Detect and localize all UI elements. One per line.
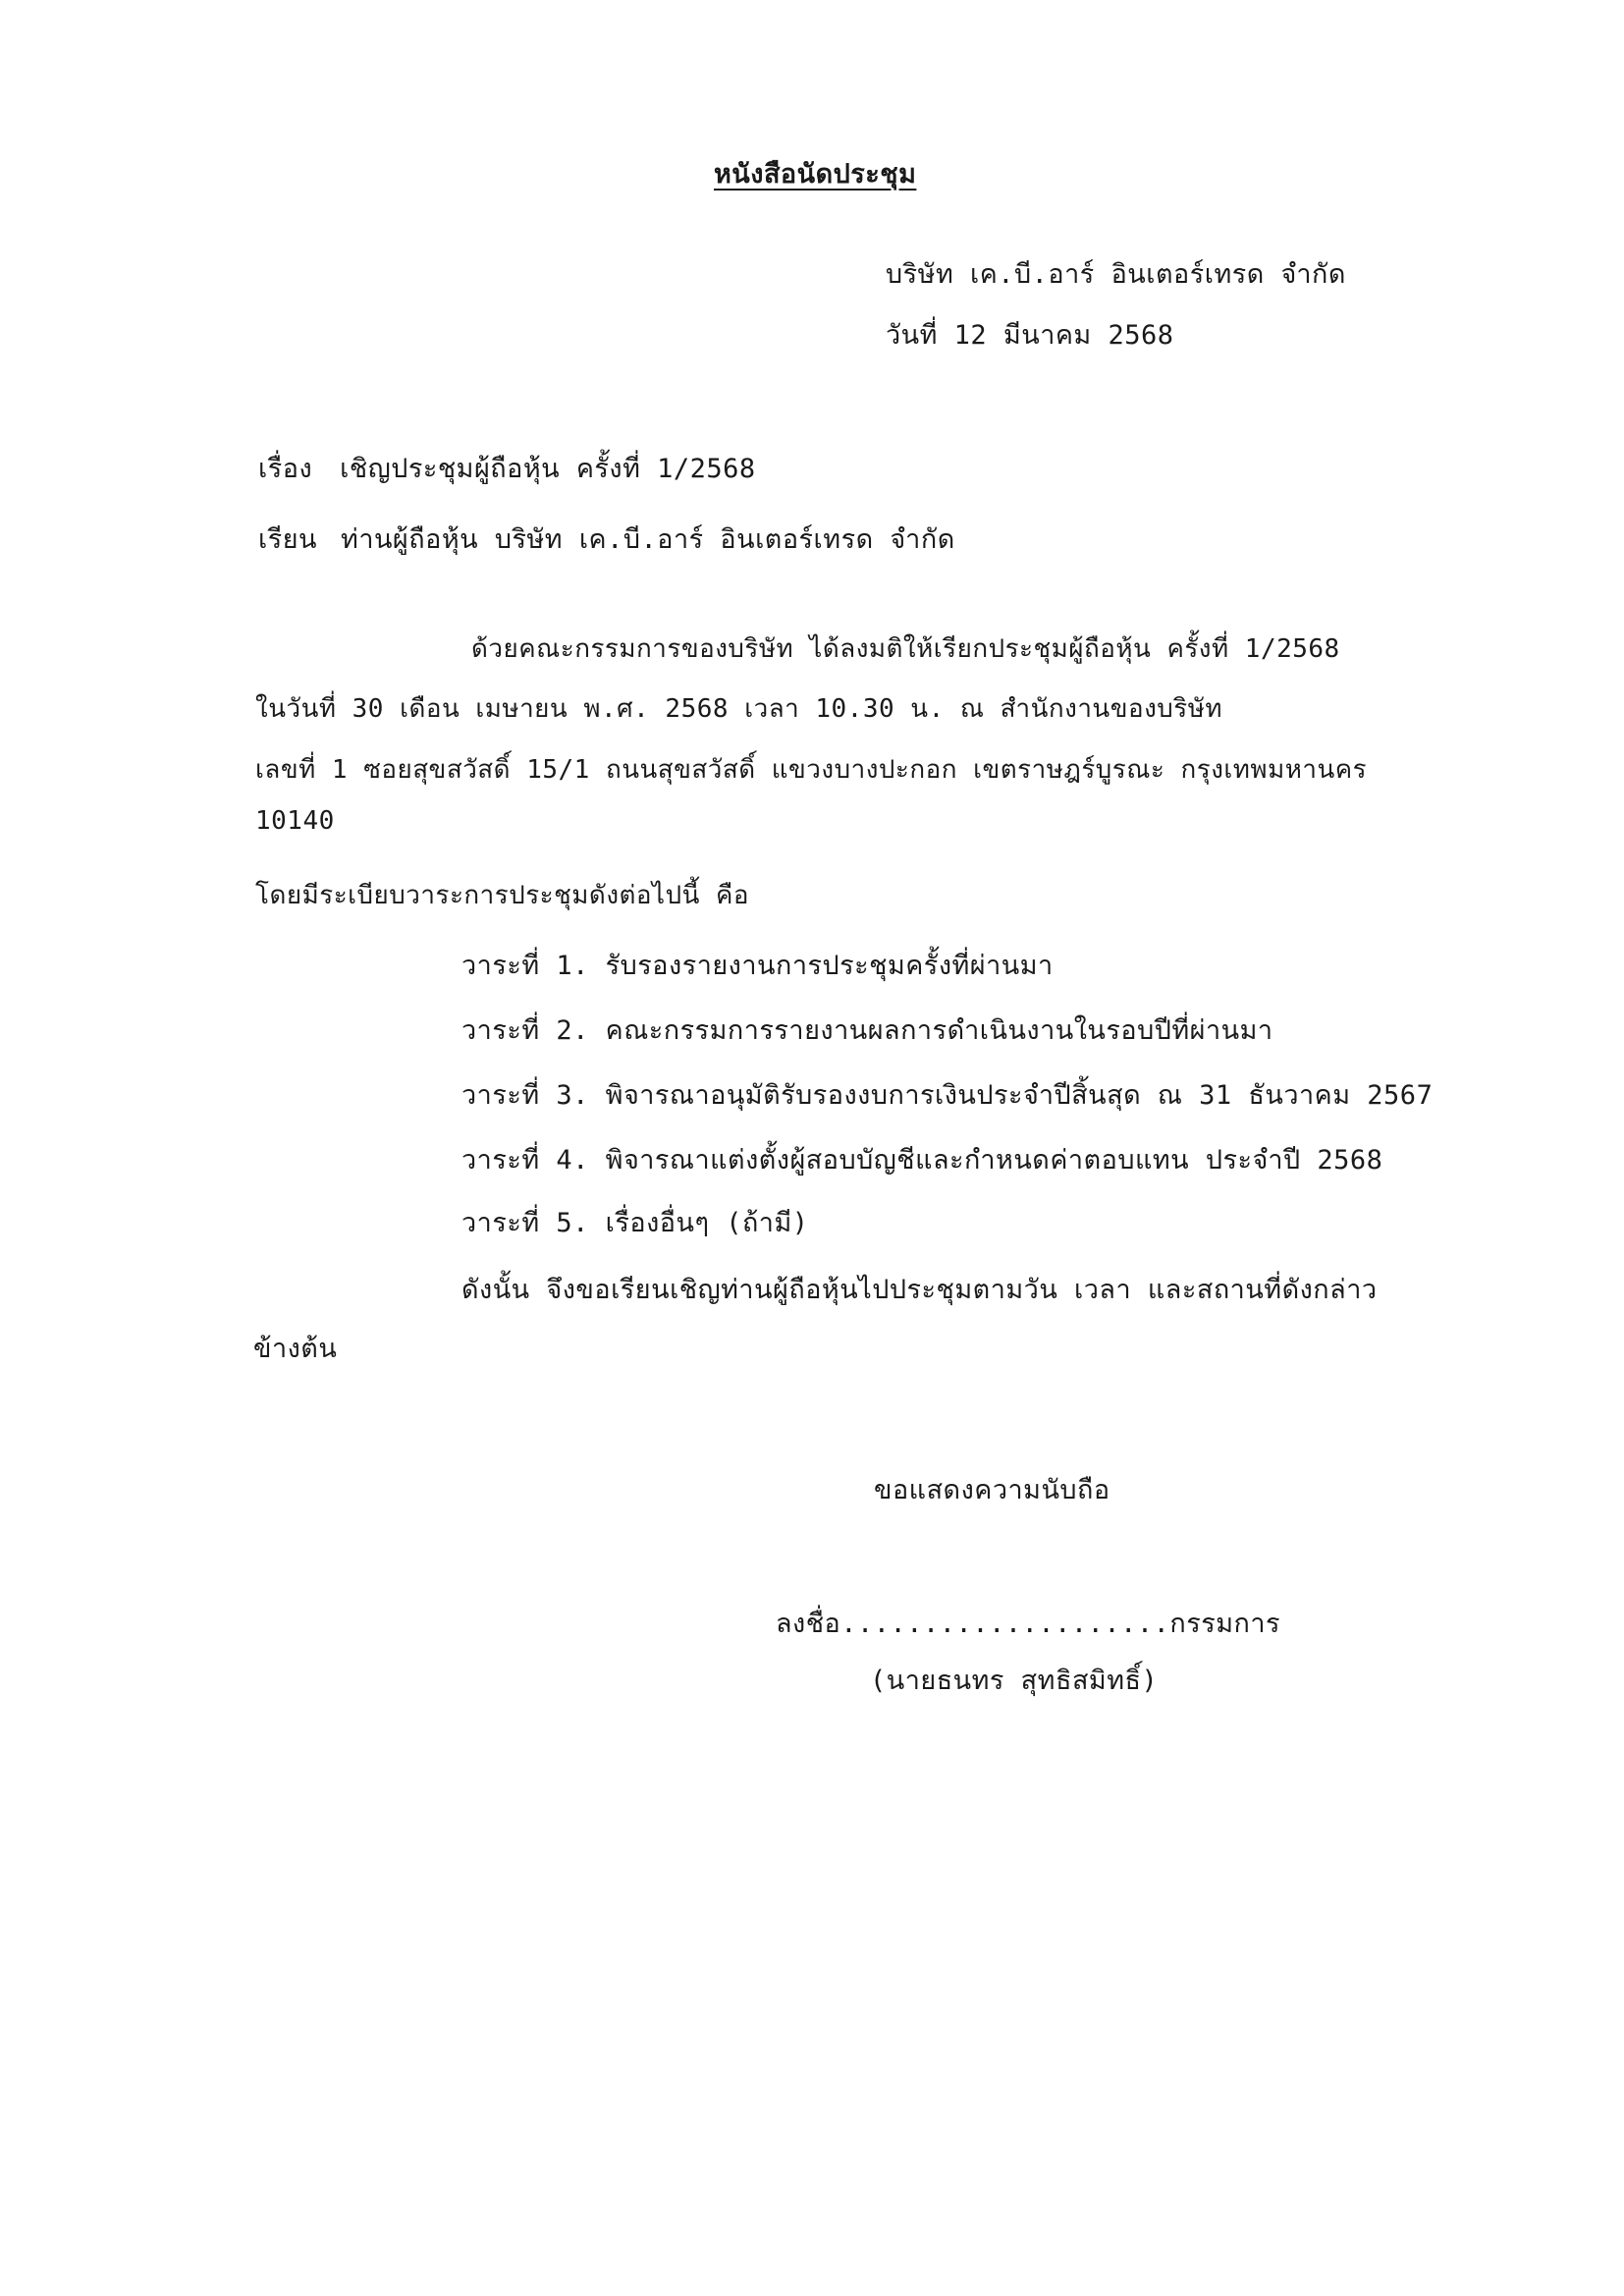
agenda-item-3: วาระที่ 3. พิจารณาอนุมัติรับรองงบการเงินประจำปีสิ้นสุด ณ 31 ธันวาคม 2567 xyxy=(461,1080,1434,1111)
body-line-5: โดยมีระเบียบวาระการประชุมดังต่อไปนี้ คือ xyxy=(255,881,750,910)
body-line-2: ในวันที่ 30 เดือน เมษายน พ.ศ. 2568 เวลา 10.30 น. ณ สำนักงานของบริษัท xyxy=(255,694,1223,724)
signatory-name: (นายธนทร สุทธิสมิทธิ์) xyxy=(870,1666,1159,1696)
company-name: บริษัท เค.บี.อาร์ อินเตอร์เทรด จำกัด xyxy=(886,259,1346,290)
agenda-item-4: วาระที่ 4. พิจารณาแต่งตั้งผู้สอบบัญชีและกำหนดค่าตอบแทน ประจำปี 2568 xyxy=(461,1145,1383,1175)
signature-line: ลงชื่อ....................กรรมการ xyxy=(776,1609,1281,1639)
recipient-line xyxy=(258,522,955,558)
agenda-item-5: วาระที่ 5. เรื่องอื่นๆ (ถ้ามี) xyxy=(461,1208,809,1238)
body-line-4: 10140 xyxy=(255,806,335,836)
recipient-text: ท่านผู้ถือหุ้น บริษัท เค.บี.อาร์ อินเตอร์เทรด จำกัด xyxy=(341,524,955,555)
body-line-1: ด้วยคณะกรรมการของบริษัท ได้ลงมติให้เรียกประชุมผู้ถือหุ้น ครั้งที่ 1/2568 xyxy=(471,634,1340,664)
closing-line-1: ดังนั้น จึงขอเรียนเชิญท่านผู้ถือหุ้นไปประชุมตามวัน เวลา และสถานที่ดังกล่าว xyxy=(461,1275,1378,1305)
document-title: หนังสือนัดประชุม xyxy=(714,159,917,190)
recipient-label: เรียน xyxy=(258,524,318,555)
regards-text: ขอแสดงความนับถือ xyxy=(874,1475,1110,1505)
subject-line xyxy=(258,452,756,487)
agenda-item-2: วาระที่ 2. คณะกรรมการรายงานผลการดำเนินงานในรอบปีที่ผ่านมา xyxy=(461,1015,1273,1046)
subject-label: เรื่อง xyxy=(258,454,313,484)
agenda-item-1: วาระที่ 1. รับรองรายงานการประชุมครั้งที่ผ่านมา xyxy=(461,951,1054,981)
closing-line-2: ข้างต้น xyxy=(253,1334,338,1364)
letter-date: วันที่ 12 มีนาคม 2568 xyxy=(886,320,1174,351)
subject-text: เชิญประชุมผู้ถือหุ้น ครั้งที่ 1/2568 xyxy=(340,454,756,484)
body-line-3: เลขที่ 1 ซอยสุขสวัสดิ์ 15/1 ถนนสุขสวัสดิ์ แขวงบางปะกอก เขตราษฎร์บูรณะ กรุงเทพมหานคร xyxy=(255,755,1368,785)
